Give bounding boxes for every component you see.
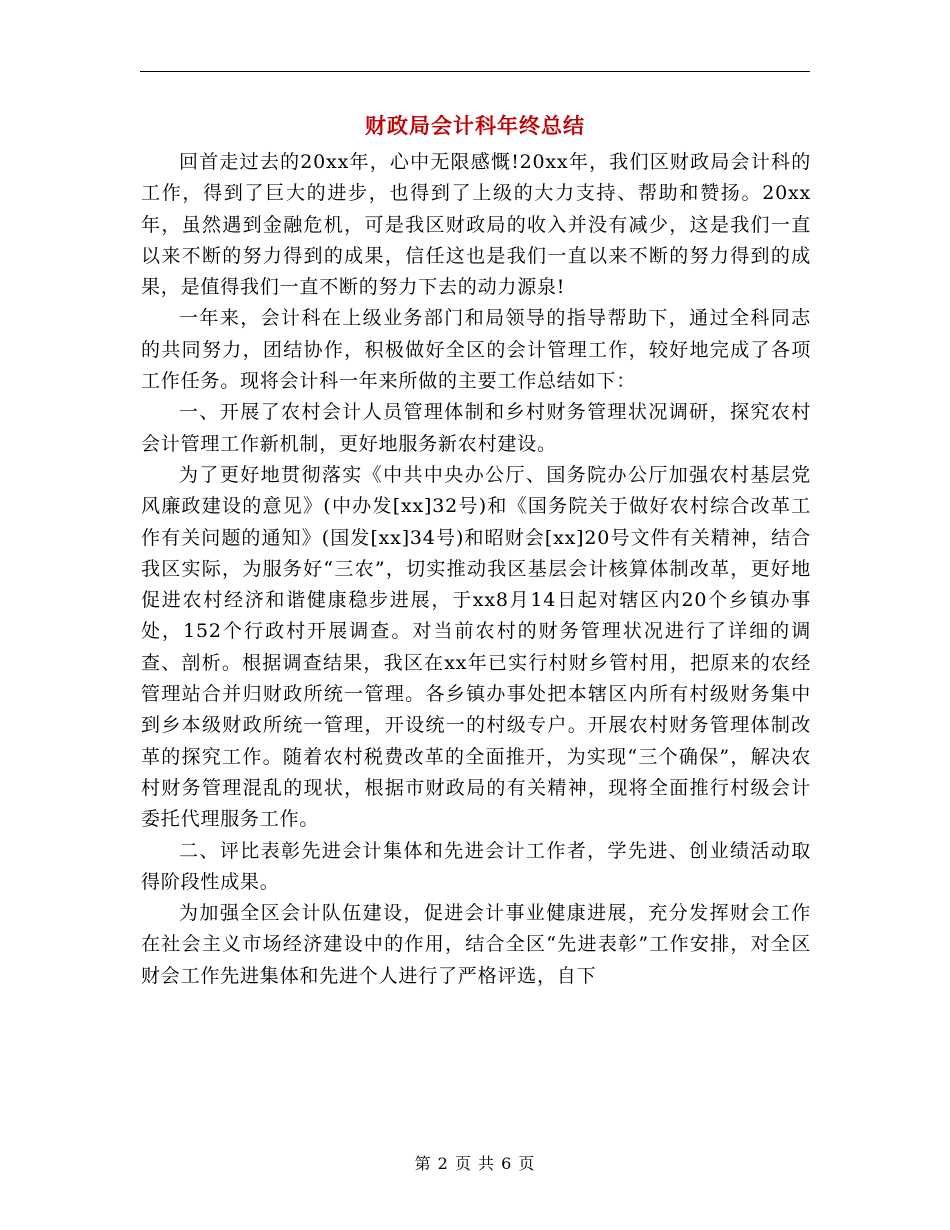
paragraph-section-1-body: 为了更好地贯彻落实《中共中央办公厅、国务院办公厅加强农村基层党风廉政建设的意见》(中办发[xx]32号)和《国务院关于做好农村综合改革工作有关问题的通知》(国发[xx]34号)和昭财会[xx]20号文件有关精神，结合我区实际，为服务好“三农”，切实推动我区基层会计核算体制改革，更好地促进农村经济和谐健康稳步进展，于xx8月14日起对辖区内20个乡镇办事处，152个行政村开展调查。对当前农村的财务管理状况进行了详细的调查、剖析。根据调查结果，我区在xx年已实行村财乡管村用，把原来的农经管理站合并归财政所统一管理。各乡镇办事处把本辖区内所有村级财务集中到乡本级财政所统一管理，开设统一的村级专户。开展农村财务管理体制改革的探究工作。随着农村税费改革的全面推开，为实现“三个确保”，解决农村财务管理混乱的现状，根据市财政局的有关精神，现将全面推行村级会计委托代理服务工作。 (141, 463, 811, 831)
paragraph-section-1-heading: 一、开展了农村会计人员管理体制和乡村财务管理状况调研，探究农村会计管理工作新机制，更好地服务新农村建设。 (141, 401, 811, 455)
document-title: 财政局会计科年终总结 (365, 113, 585, 138)
page-number-footer: 第 2 页 共 6 页 (414, 1154, 536, 1173)
document-body (141, 147, 811, 992)
paragraph-intro: 回首走过去的20xx年，心中无限感慨!20xx年，我们区财政局会计科的工作，得到了巨大的进步，也得到了上级的大力支持、帮助和赞扬。20xx 年，虽然遇到金融危机，可是我区财政局的收入并没有减少，这是我们一直以来不断的努力得到的成果，信任这也是我们一直以来不断的努力得到的成果，是值得我们一直不断的努力下去的动力源泉! (141, 151, 811, 299)
paragraph-section-2-body: 为加强全区会计队伍建设，促进会计事业健康进展，充分发挥财会工作在社会主义市场经济建设中的作用，结合全区“先进表彰”工作安排，对全区财会工作先进集体和先进个人进行了严格评选，自下 (141, 902, 811, 987)
header-divider (140, 71, 810, 72)
paragraph-overview: 一年来，会计科在上级业务部门和局领导的指导帮助下，通过全科同志的共同努力，团结协作，积极做好全区的会计管理工作，较好地完成了各项工作任务。现将会计科一年来所做的主要工作总结如下： (141, 307, 811, 393)
paragraph-section-2-heading: 二、评比表彰先进会计集体和先进会计工作者，学先进、创业绩活动取得阶段性成果。 (141, 839, 811, 893)
